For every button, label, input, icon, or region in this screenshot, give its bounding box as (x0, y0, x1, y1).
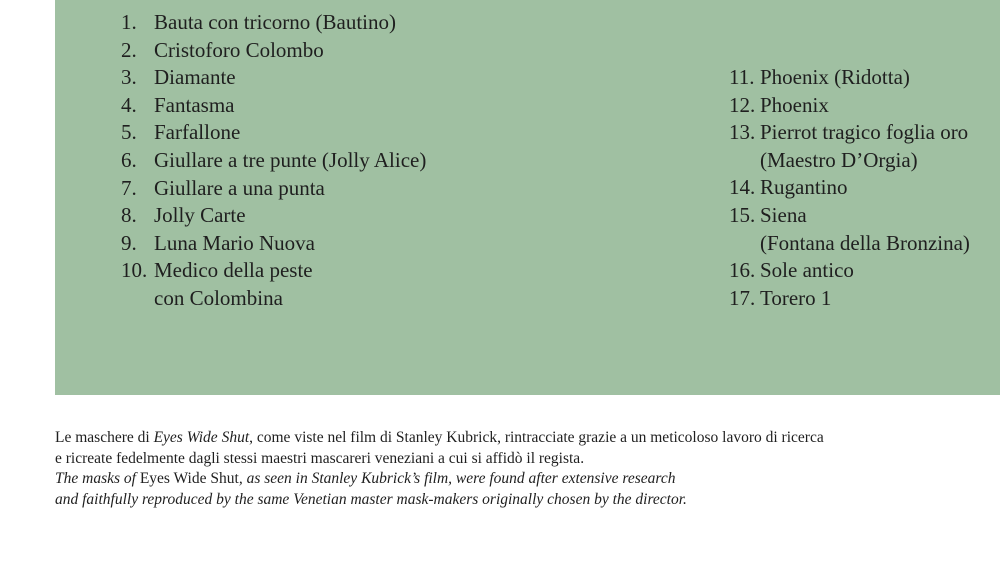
item-text (154, 119, 240, 147)
item-line: Bauta con tricorno (Bautino) (154, 10, 397, 34)
item-line: Siena (760, 202, 807, 227)
item-text (760, 285, 831, 313)
list-item (121, 64, 426, 92)
item-line: Sole antico (760, 258, 854, 283)
item-number: 7. (121, 175, 137, 200)
item-number: 6. (121, 147, 137, 172)
item-number: 8. (121, 203, 137, 228)
item-line: Luna Mario Nuova (154, 230, 315, 255)
item-text (760, 174, 848, 202)
list-item (121, 175, 426, 203)
film-title-it: Eyes Wide Shut (153, 429, 250, 446)
item-number: 17. (729, 285, 756, 310)
item-text (154, 9, 396, 37)
item-line: (Maestro D’Orgia) (760, 147, 918, 172)
item-line: con Colombina (154, 285, 283, 310)
item-text (760, 119, 968, 174)
item-number: 2. (121, 37, 137, 62)
item-text (760, 92, 829, 120)
item-number: 14. (729, 175, 756, 200)
mask-list-left (121, 9, 426, 313)
item-text (154, 175, 325, 203)
item-line: Giullare a una punta (154, 175, 325, 200)
item-number: 11. (729, 65, 755, 89)
item-line: Phoenix (760, 92, 829, 117)
item-line: Cristoforo Colombo (154, 37, 324, 62)
list-item (121, 9, 426, 37)
item-number: 1. (121, 10, 137, 34)
list-item (729, 174, 970, 202)
item-number: 5. (121, 120, 137, 145)
item-line: Fantasma (154, 92, 235, 117)
list-item (729, 285, 970, 313)
item-number: 3. (121, 65, 137, 90)
item-text (154, 230, 315, 258)
item-text (154, 147, 426, 175)
caption-it-line-1: Le maschere di Eyes Wide Shut, come viste nel film di Stanley Kubrick, rintracciate grazie a un meticoloso lavoro di ricerca (55, 429, 824, 446)
item-number: 10. (121, 258, 148, 283)
caption-it-line-2: e ricreate fedelmente dagli stessi maestri mascareri veneziani a cui si affidò il regista. (55, 449, 585, 467)
item-line: Rugantino (760, 175, 848, 200)
item-text (760, 202, 970, 257)
list-item (729, 64, 970, 92)
item-text (154, 64, 236, 92)
film-title-en: Eyes Wide Shut (139, 470, 239, 487)
list-item (121, 257, 426, 312)
list-item (729, 92, 970, 120)
item-text (154, 257, 313, 312)
item-line: Jolly Carte (154, 203, 246, 228)
item-line: Pierrot tragico foglia oro (760, 120, 969, 145)
item-number: 13. (729, 120, 756, 145)
item-line: Giullare a tre punte (Jolly Alice) (154, 147, 427, 172)
item-line: Phoenix (Ridotta) (760, 65, 910, 89)
item-number: 16. (729, 258, 756, 283)
mask-list-right (729, 64, 970, 312)
item-line: Farfallone (154, 120, 241, 145)
list-item (729, 119, 970, 174)
item-text (760, 64, 910, 92)
caption (55, 428, 990, 510)
list-item (121, 202, 426, 230)
item-text (154, 92, 234, 120)
item-number: 12. (729, 92, 756, 117)
item-number: 9. (121, 230, 137, 255)
list-item (121, 147, 426, 175)
list-item (121, 230, 426, 258)
item-line: Diamante (154, 65, 236, 90)
list-item (121, 119, 426, 147)
item-line: Torero 1 (760, 285, 832, 310)
item-line: (Fontana della Bronzina) (760, 230, 970, 255)
list-item (729, 202, 970, 257)
list-item (729, 257, 970, 285)
list-item (121, 92, 426, 120)
item-text (154, 202, 246, 230)
item-number: 15. (729, 202, 756, 227)
item-line: Medico della peste (154, 258, 313, 283)
list-item (121, 37, 426, 65)
caption-en-line-1: The masks of Eyes Wide Shut, as seen in Stanley Kubrick’s film, were found after extensive research (55, 470, 676, 487)
caption-en-line-2: and faithfully reproduced by the same Venetian master mask-makers originally chosen by the director. (55, 490, 687, 508)
item-text (154, 37, 324, 65)
item-text (760, 257, 854, 285)
item-number: 4. (121, 92, 137, 117)
